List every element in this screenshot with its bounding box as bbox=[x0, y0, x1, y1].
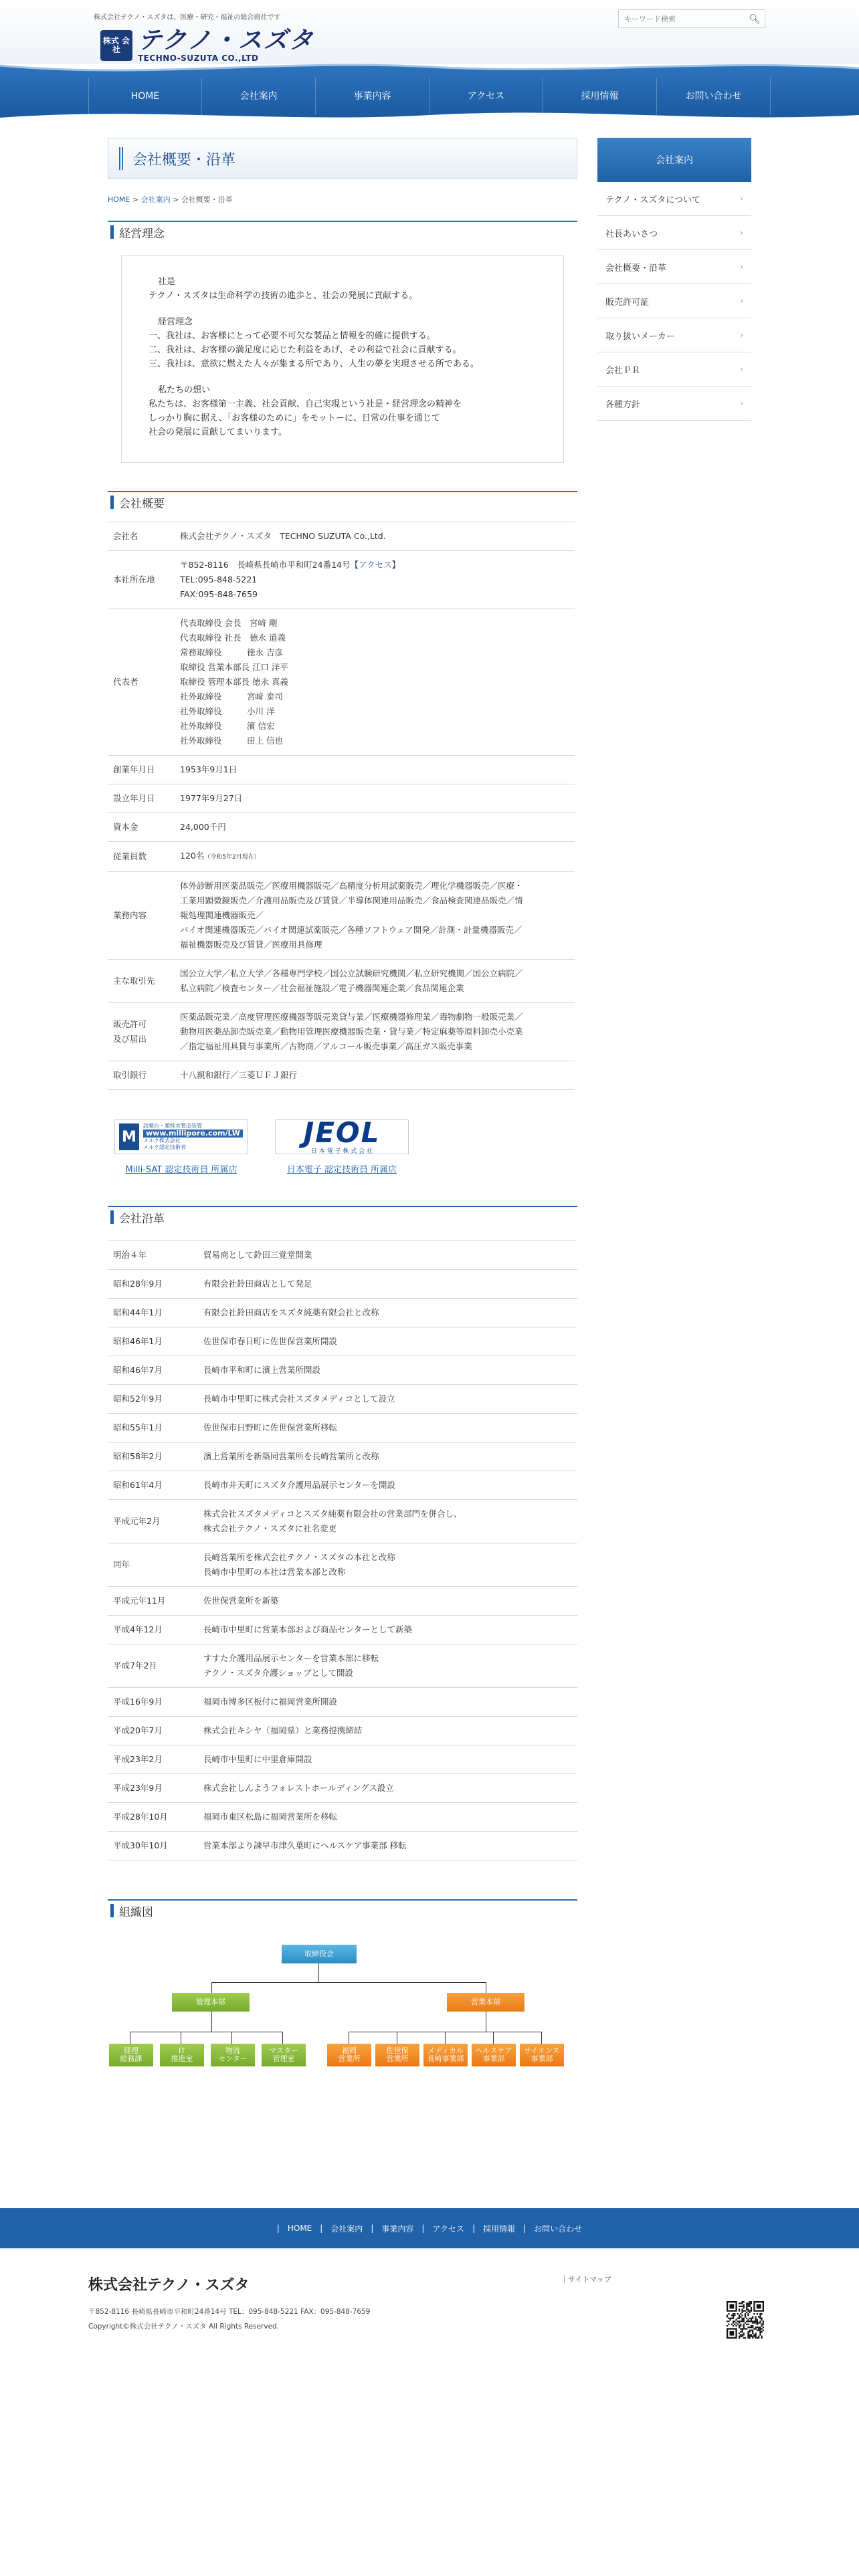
millipore-banner[interactable] bbox=[114, 1119, 248, 1154]
row-label: 代表者 bbox=[108, 609, 175, 756]
search-input[interactable] bbox=[619, 10, 745, 27]
history-event-line: 有限会社鈴田商店として発足 bbox=[203, 1279, 312, 1289]
employees-value bbox=[175, 842, 575, 872]
history-event-line: テクノ・スズタ介護ショップとして開設 bbox=[203, 1668, 354, 1678]
nav-business[interactable]: 事業内容 bbox=[316, 78, 430, 115]
org-unit-sales: 福岡 営業所 bbox=[327, 2044, 371, 2066]
sidebar-item[interactable] bbox=[597, 216, 751, 250]
org-connector bbox=[541, 2032, 542, 2044]
sidebar-item-label: 社長あいさつ bbox=[605, 229, 658, 239]
org-chart bbox=[108, 1937, 577, 2111]
history-row bbox=[108, 1471, 577, 1500]
history-event-line: 長崎市井天町にスズタ介護用品展示センターを開設 bbox=[203, 1480, 396, 1490]
history-event-line: 長崎市中里町に株式会社スズタメディコとして設立 bbox=[203, 1394, 395, 1404]
history-event-line: 長崎市中里町に営業本部および商品センターとして新築 bbox=[203, 1624, 413, 1634]
philosophy-heading: 経営理念 bbox=[119, 227, 165, 241]
history-date: 平成7年2月 bbox=[108, 1644, 198, 1688]
policy-line: 二、我社は、お客様の満足度に応じた利益をあげ、その利益で社会に貢献する。 bbox=[149, 345, 462, 355]
thought-line: 社会の発展に貢献してまいります。 bbox=[149, 427, 287, 437]
chevron-right-icon: › bbox=[740, 364, 743, 374]
established-value: 1977年9月27日 bbox=[175, 784, 575, 813]
history-row bbox=[108, 1356, 577, 1385]
footer-sitemap-link[interactable]: ｜サイトマップ bbox=[561, 2275, 611, 2284]
licenses-value bbox=[175, 1003, 575, 1061]
history-event bbox=[198, 1616, 577, 1644]
history-event bbox=[198, 1803, 577, 1832]
business-line: 体外診断用医薬品販売／医療用機器販売／高精度分析用試薬販売／理化学機器販売／医療・ bbox=[180, 881, 523, 891]
millipore-banner-text bbox=[143, 1123, 243, 1151]
table-row bbox=[108, 551, 575, 609]
table-row bbox=[108, 784, 575, 813]
org-connector bbox=[282, 2032, 283, 2044]
history-event bbox=[198, 1270, 577, 1299]
representatives-value bbox=[175, 609, 575, 756]
address-close: 】 bbox=[391, 560, 401, 570]
founded-value: 1953年9月1日 bbox=[175, 756, 575, 784]
footer-link[interactable]: HOME bbox=[287, 2224, 312, 2233]
history-event-line: 長崎市中里町に中里倉庫開設 bbox=[203, 1754, 312, 1764]
history-row bbox=[108, 1385, 577, 1414]
org-connector bbox=[231, 2032, 232, 2044]
history-event bbox=[198, 1543, 577, 1587]
logo-japanese: テクノ・スズタ bbox=[138, 27, 314, 54]
history-date: 明治４年 bbox=[108, 1241, 198, 1270]
address-line: 〒852-8116 長崎県長崎市平和町24番14号【 bbox=[180, 560, 359, 570]
footer-company-name: 株式会社テクノ・スズタ bbox=[88, 2277, 250, 2294]
row-label: 資本金 bbox=[108, 813, 175, 842]
org-unit-management: 経理 総務課 bbox=[109, 2044, 153, 2066]
history-event bbox=[198, 1471, 577, 1500]
history-event-line: 濱上営業所を新築同営業所を長崎営業所と改称 bbox=[203, 1451, 379, 1461]
banks-value: 十八親和銀行／三菱ＵＦＪ銀行 bbox=[175, 1061, 575, 1090]
history-row bbox=[108, 1299, 577, 1327]
history-date: 平成4年12月 bbox=[108, 1616, 198, 1644]
employees-count: 120名 bbox=[180, 851, 205, 861]
business-line: 福祉機器販売及び賃貸／医療用具修理 bbox=[180, 940, 322, 950]
history-row bbox=[108, 1644, 577, 1688]
millipore-url: www.millipore.com/LW bbox=[143, 1130, 243, 1138]
business-line: 工業用顕微鏡販売／介護用品販売及び賃貸／半導体関連用品販売／食品検査関連品販売／情 bbox=[180, 895, 523, 905]
rep-line: 社外取締役 宮﨑 泰司 bbox=[180, 691, 283, 702]
history-event-line: 福岡市東区松島に福岡営業所を移転 bbox=[203, 1812, 338, 1822]
history-date: 平成23年2月 bbox=[108, 1745, 198, 1774]
history-event bbox=[198, 1327, 577, 1356]
business-line: バイオ関連機器販売／バイオ関連試薬販売／各種ソフトウェア開発／計測・計量機器販売／ bbox=[180, 925, 522, 935]
sidebar-item[interactable] bbox=[597, 352, 751, 387]
chevron-right-icon: › bbox=[740, 194, 743, 203]
history-date: 平成30年10月 bbox=[108, 1832, 198, 1860]
address-value bbox=[175, 551, 575, 609]
sidebar bbox=[597, 138, 751, 421]
jeol-banner[interactable] bbox=[275, 1115, 409, 1155]
history-event bbox=[198, 1717, 577, 1745]
history-event-line: 有限会社鈴田商店をスズタ純薬有限会社と改称 bbox=[203, 1307, 379, 1317]
sidebar-item[interactable] bbox=[597, 318, 751, 352]
history-event-line: すすた介護用品展示センターを営業本部に移転 bbox=[203, 1653, 379, 1663]
capital-value: 24,000千円 bbox=[175, 813, 575, 842]
row-label: 設立年月日 bbox=[108, 784, 175, 813]
sidebar-item[interactable] bbox=[597, 250, 751, 284]
row-label: 主な取引先 bbox=[108, 960, 175, 1003]
nav-company[interactable]: 会社案内 bbox=[202, 78, 316, 115]
history-event bbox=[198, 1299, 577, 1327]
footer-copyright: Copyright©株式会社テクノ・スズタ All Rights Reserved. bbox=[88, 2323, 280, 2331]
org-unit-sales: サイエンス 事業部 bbox=[520, 2044, 564, 2066]
company-name-value: 株式会社テクノ・スズタ TECHNO SUZUTA Co.,Ltd. bbox=[175, 522, 575, 551]
footer-separator: | bbox=[421, 2224, 425, 2233]
business-line: 報処理関連機器販売／ bbox=[180, 910, 264, 920]
footer-separator: | bbox=[371, 2224, 374, 2233]
history-event bbox=[198, 1688, 577, 1717]
history-heading: 会社沿革 bbox=[119, 1212, 165, 1226]
org-connector bbox=[211, 1982, 212, 1993]
history-row bbox=[108, 1745, 577, 1774]
millipore-link[interactable]: Milli-SAT 認定技術員 所属店 bbox=[125, 1165, 237, 1175]
org-sales-hq: 営業本部 bbox=[447, 1993, 524, 2012]
history-event bbox=[198, 1414, 577, 1442]
nav-access[interactable]: アクセス bbox=[430, 78, 543, 115]
footer-address: 〒852-8116 長崎県長崎市平和町24番14号 TEL：095-848-5221 FAX：095-848-7659 bbox=[88, 2308, 371, 2316]
history-event-line: 長崎営業所を株式会社テクノ・スズタの本社と改称 bbox=[203, 1552, 395, 1562]
page-title-box bbox=[108, 138, 577, 179]
table-row bbox=[108, 609, 575, 756]
history-event bbox=[198, 1745, 577, 1774]
heading-mark bbox=[110, 496, 114, 509]
section-heading-history bbox=[108, 1206, 577, 1227]
org-board: 取締役会 bbox=[282, 1945, 357, 1963]
section-heading-org bbox=[108, 1899, 577, 1921]
breadcrumb-separator: > bbox=[170, 195, 181, 204]
history-row bbox=[108, 1832, 577, 1860]
qr-code-icon bbox=[727, 2301, 764, 2339]
org-connector bbox=[493, 2032, 494, 2044]
footer-link[interactable]: お問い合わせ bbox=[534, 2224, 583, 2234]
history-date: 昭和52年9月 bbox=[108, 1385, 198, 1414]
nav-contact[interactable]: お問い合わせ bbox=[657, 78, 771, 115]
footer-nav bbox=[0, 2208, 859, 2248]
history-event-line: 佐世保市春日町に佐世保営業所開設 bbox=[203, 1336, 338, 1346]
thought-line: 私たちは、お客様第一主義、社会貢献、自己実現という社是・経営理念の精神を bbox=[149, 399, 462, 409]
section-heading-philosophy bbox=[108, 221, 577, 242]
chevron-right-icon: › bbox=[740, 262, 743, 272]
millipore-logo: M bbox=[119, 1123, 139, 1150]
footer-link[interactable]: 採用情報 bbox=[483, 2224, 516, 2234]
global-nav bbox=[0, 78, 859, 115]
history-event bbox=[198, 1587, 577, 1616]
row-label: 業務内容 bbox=[108, 872, 175, 960]
org-unit-management: 物流 センター bbox=[211, 2044, 255, 2066]
footer-link[interactable]: 会社案内 bbox=[330, 2224, 363, 2234]
heading-mark bbox=[110, 225, 114, 239]
history-event-line: 長崎市平和町に濱上営業所開設 bbox=[203, 1365, 321, 1375]
row-label-line: 販売許可 bbox=[113, 1019, 147, 1029]
table-row bbox=[108, 813, 575, 842]
history-date: 昭和61年4月 bbox=[108, 1471, 198, 1500]
sidebar-item-label: 各種方針 bbox=[605, 399, 641, 410]
org-unit-sales: ヘルスケア 事業部 bbox=[472, 2044, 516, 2066]
history-event bbox=[198, 1774, 577, 1803]
clients-line: 国公立大学／私立大学／各種専門学校／国公立試験研究機関／私立研究機関／国公立病院／ bbox=[180, 968, 523, 978]
org-unit-sales: 佐世保 営業所 bbox=[375, 2044, 419, 2066]
sidebar-item-label: 会社ＰＲ bbox=[605, 365, 641, 376]
policy-line: 三、我社は、意欲に燃えた人々が集まる所であり、人生の夢を実現させる所である。 bbox=[149, 359, 480, 369]
org-connector bbox=[318, 1963, 319, 1982]
search-icon: 🔍︎ bbox=[749, 13, 761, 24]
footer-address-block bbox=[88, 2304, 370, 2334]
history-event-line: 株式会社テクノ・スズタに社名変更 bbox=[203, 1523, 337, 1533]
breadcrumb bbox=[108, 194, 577, 205]
sitemap-label: サイトマップ bbox=[568, 2275, 611, 2284]
breadcrumb-home[interactable]: HOME bbox=[108, 195, 130, 204]
footer-link[interactable]: アクセス bbox=[432, 2224, 465, 2234]
sidebar-item-label: 会社概要・沿革 bbox=[605, 263, 667, 274]
org-connector bbox=[445, 2032, 446, 2044]
row-label bbox=[108, 1003, 175, 1061]
rep-line: 代表取締役 会長 宮﨑 剛 bbox=[180, 618, 278, 628]
history-date: 昭和55年1月 bbox=[108, 1414, 198, 1442]
history-row bbox=[108, 1587, 577, 1616]
millipore-line: メルク株式会社 bbox=[143, 1138, 181, 1144]
jeol-subtitle: 日 本 電 子 株 式 会 社 bbox=[310, 1148, 373, 1155]
history-row bbox=[108, 1803, 577, 1832]
thought-title: 私たちの想い bbox=[158, 385, 211, 395]
millipore-line: メルク認定技術者 bbox=[143, 1144, 186, 1150]
footer-separator: | bbox=[276, 2224, 280, 2233]
tel-value: TEL:095-848-5221 bbox=[180, 574, 258, 584]
history-row bbox=[108, 1500, 577, 1543]
sidebar-item-label: 販売許可証 bbox=[605, 297, 650, 308]
row-label: 会社名 bbox=[108, 522, 175, 551]
logo-text bbox=[138, 28, 314, 63]
breadcrumb-current: 会社概要・沿革 bbox=[181, 195, 233, 204]
row-label-line: 及び届出 bbox=[113, 1034, 147, 1044]
sidebar-item[interactable] bbox=[597, 182, 751, 216]
header-tagline: 株式会社テクノ・スズタは、医療・研究・福祉の総合商社です bbox=[94, 14, 281, 21]
org-connector bbox=[211, 1982, 486, 1983]
logo-mark: 株式 会社 bbox=[100, 30, 132, 61]
history-event-line: 佐世保営業所を新築 bbox=[203, 1596, 279, 1606]
history-event-line: 長崎市中里町の本社は営業本部と改称 bbox=[203, 1567, 346, 1577]
history-event-line: 佐世保市日野町に佐世保営業所移転 bbox=[203, 1422, 338, 1432]
overview-heading: 会社概要 bbox=[119, 497, 165, 511]
rep-line: 代表取締役 社長 徳永 道義 bbox=[180, 633, 286, 643]
table-row bbox=[108, 1061, 575, 1090]
page-title: 会社概要・沿革 bbox=[132, 151, 236, 169]
history-event bbox=[198, 1356, 577, 1385]
history-date: 平成16年9月 bbox=[108, 1688, 198, 1717]
history-event bbox=[198, 1644, 577, 1688]
org-connector bbox=[211, 2012, 212, 2032]
org-heading: 組織図 bbox=[119, 1905, 153, 1919]
sidebar-heading: 会社案内 bbox=[597, 138, 751, 182]
history-date: 平成20年7月 bbox=[108, 1717, 198, 1745]
history-event-line: 福岡市博多区板付に福岡営業所開設 bbox=[203, 1697, 338, 1707]
logo-english: TECHNO-SUZUTA CO.,LTD bbox=[138, 53, 259, 63]
history-date: 平成28年10月 bbox=[108, 1803, 198, 1832]
jeol-link[interactable]: 日本電子 認定技術員 所属店 bbox=[286, 1165, 397, 1175]
clients-line: 私立病院／検査センター／社会福祉施設／電子機器関連企業／食品関連企業 bbox=[180, 983, 464, 993]
licenses-line: 医薬品販売業／高度管理医療機器等販売業貸与業／医療機器修理業／毒物劇物一般販売業／ bbox=[180, 1012, 523, 1022]
chevron-right-icon: › bbox=[740, 296, 743, 306]
table-row bbox=[108, 522, 575, 551]
nav-home[interactable]: HOME bbox=[88, 78, 202, 115]
clients-value bbox=[175, 960, 575, 1003]
business-value bbox=[175, 872, 575, 960]
search-box bbox=[618, 9, 765, 28]
history-table bbox=[108, 1241, 577, 1860]
history-row bbox=[108, 1414, 577, 1442]
history-date: 平成元年2月 bbox=[108, 1500, 198, 1543]
history-row bbox=[108, 1688, 577, 1717]
search-button[interactable] bbox=[745, 10, 765, 27]
org-unit-management: マスター 管理室 bbox=[262, 2044, 306, 2066]
nav-recruit[interactable]: 採用情報 bbox=[543, 78, 657, 115]
history-date: 昭和58年2月 bbox=[108, 1442, 198, 1471]
footer-separator: | bbox=[320, 2224, 323, 2233]
motto-title: 社是 bbox=[158, 277, 176, 287]
table-row bbox=[108, 842, 575, 872]
rep-line: 取締役 管理本部長 徳永 真義 bbox=[180, 677, 288, 687]
history-event bbox=[198, 1385, 577, 1414]
sidebar-item[interactable] bbox=[597, 387, 751, 421]
licenses-line: ／指定福祉用具貸与事業所／古物商／アルコール販売事業／高圧ガス販売事業 bbox=[180, 1041, 472, 1051]
org-unit-management: IT 推進室 bbox=[160, 2044, 204, 2066]
employees-note: （令和5年2月現在） bbox=[204, 854, 260, 861]
history-date: 昭和46年1月 bbox=[108, 1327, 198, 1356]
row-label: 取引銀行 bbox=[108, 1061, 175, 1090]
millipore-badge bbox=[114, 1119, 248, 1175]
history-event bbox=[198, 1442, 577, 1471]
footer-separator: | bbox=[523, 2224, 527, 2233]
table-row bbox=[108, 960, 575, 1003]
certification-badges bbox=[108, 1115, 577, 1175]
breadcrumb-separator: > bbox=[130, 195, 141, 204]
history-event-line: 株式会社スズタメディコとスズタ純薬有限会社の営業部門を併合し、 bbox=[203, 1509, 462, 1519]
row-label: 本社所在地 bbox=[108, 551, 175, 609]
access-link[interactable]: アクセス bbox=[359, 560, 392, 570]
rep-line: 社外取締役 田上 信也 bbox=[180, 736, 283, 746]
main-content bbox=[108, 138, 577, 2111]
rep-line: 取締役 営業本部長 江口 洋平 bbox=[180, 662, 288, 672]
motto-text: テクノ・スズタは生命科学の技術の進歩と、社会の発展に貢献する。 bbox=[149, 291, 418, 301]
history-row bbox=[108, 1543, 577, 1587]
history-date: 同年 bbox=[108, 1543, 198, 1587]
history-row bbox=[108, 1241, 577, 1270]
history-date: 平成元年11月 bbox=[108, 1587, 198, 1616]
heading-mark bbox=[110, 1210, 114, 1224]
history-event-line: 株式会社キシヤ（福岡県）と業務提携締結 bbox=[203, 1725, 363, 1735]
philosophy-box bbox=[121, 255, 564, 463]
history-date: 昭和28年9月 bbox=[108, 1270, 198, 1299]
row-label: 創業年月日 bbox=[108, 756, 175, 784]
sidebar-item[interactable] bbox=[597, 284, 751, 318]
history-row bbox=[108, 1270, 577, 1299]
chevron-right-icon: › bbox=[740, 330, 743, 340]
sidebar-item-label: 取り扱いメーカー bbox=[605, 331, 675, 342]
breadcrumb-company[interactable]: 会社案内 bbox=[140, 195, 171, 204]
table-row bbox=[108, 1003, 575, 1061]
history-row bbox=[108, 1774, 577, 1803]
heading-mark bbox=[110, 1904, 114, 1917]
chevron-right-icon: › bbox=[740, 399, 743, 408]
company-overview-table bbox=[108, 522, 575, 1090]
history-date: 平成23年9月 bbox=[108, 1774, 198, 1803]
history-row bbox=[108, 1616, 577, 1644]
site-logo[interactable] bbox=[100, 28, 314, 63]
table-row bbox=[108, 872, 575, 960]
sidebar-item-label: テクノ・スズタについて bbox=[605, 195, 700, 205]
chevron-right-icon: › bbox=[740, 228, 743, 237]
footer-separator: | bbox=[472, 2224, 476, 2233]
history-date: 昭和46年7月 bbox=[108, 1356, 198, 1385]
row-label: 従業員数 bbox=[108, 842, 175, 872]
history-row bbox=[108, 1717, 577, 1745]
jeol-logo: JEOL bbox=[303, 1115, 381, 1149]
title-bar-decoration bbox=[119, 147, 124, 170]
history-row bbox=[108, 1442, 577, 1471]
org-unit-sales: メディカル 長崎事業部 bbox=[423, 2044, 468, 2066]
thought-line: しっかり胸に据え、「お客様のために」をモットーに、日常の仕事を通じて bbox=[149, 413, 440, 423]
rep-line: 常務取締役 徳永 吉彦 bbox=[180, 647, 283, 657]
history-event-line: 営業本部より諫早市津久葉町にヘルスケア事業部 移転 bbox=[203, 1840, 407, 1850]
policy-line: 一、我社は、お客様にとって必要不可欠な製品と情報を的確に提供する。 bbox=[149, 331, 436, 341]
history-event-line: 貿易商として鈴田三覚堂開業 bbox=[203, 1250, 312, 1260]
rep-line: 社外取締役 小川 洋 bbox=[180, 706, 275, 716]
history-date: 昭和44年1月 bbox=[108, 1299, 198, 1327]
licenses-line: 動物用医薬品卸売販売業／動物用管理医療機器販売業・貸与業／特定麻薬等原料卸売小売業 bbox=[180, 1027, 523, 1037]
rep-line: 社外取締役 濱 信宏 bbox=[180, 721, 275, 731]
jeol-badge bbox=[275, 1115, 409, 1175]
history-event bbox=[198, 1241, 577, 1270]
history-row bbox=[108, 1327, 577, 1356]
org-management-hq: 管理本部 bbox=[172, 1993, 250, 2012]
history-event bbox=[198, 1832, 577, 1860]
history-event-line: 株式会社しんようフォレストホールディングス設立 bbox=[203, 1783, 394, 1793]
fax-value: FAX:095-848-7659 bbox=[180, 589, 258, 599]
footer-link[interactable]: 事業内容 bbox=[381, 2224, 414, 2234]
table-row bbox=[108, 756, 575, 784]
millipore-line: 試薬台・超純水製造装置 bbox=[143, 1123, 202, 1129]
policy-title: 経営理念 bbox=[158, 317, 193, 327]
section-heading-overview bbox=[108, 491, 577, 512]
history-event bbox=[198, 1500, 577, 1543]
